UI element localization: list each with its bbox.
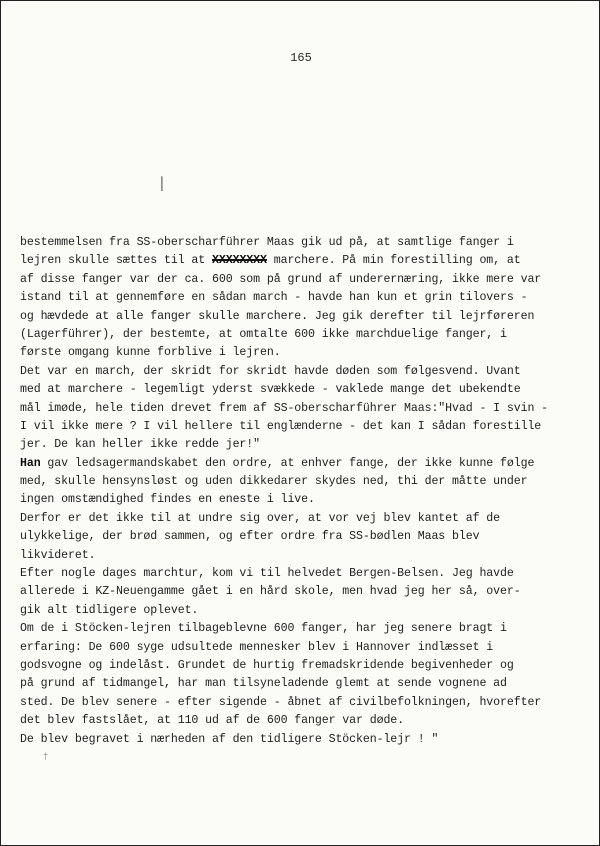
document-body [20, 234, 595, 749]
text-line [20, 234, 595, 252]
text-line [20, 602, 595, 620]
text-line [20, 565, 595, 583]
text-line [20, 252, 595, 270]
text-line [20, 491, 595, 509]
text-line-content: ulykkelige, der brød sammen, og efter ordre fra SS-bødlen Maas blev [20, 530, 480, 544]
text-line [20, 620, 595, 638]
text-line-content: marchere. På min forestilling om, at [266, 254, 521, 268]
text-line-content: gav ledsagermandskabet den ordre, at enhver fange, der ikke kunne følge [40, 456, 535, 470]
text-line [20, 731, 595, 749]
text-line [20, 510, 595, 528]
margin-mark-top: │ [158, 176, 166, 191]
text-line [20, 473, 595, 491]
text-line [20, 583, 595, 601]
text-line-content: (Lagerführer), der bestemte, at omtalte 600 ikke marchduelige fanger, i [20, 327, 507, 341]
text-line-content: jer. De kan heller ikke redde jer!" [20, 438, 261, 452]
struck-out-word: XXXXXXXX [212, 254, 267, 268]
text-line-content: lejren skulle sættes til at [20, 254, 213, 268]
text-line [20, 418, 595, 436]
text-line-content: sted. De blev senere - efter sigende - åbnet af civilbefolkningen, hvorefter [20, 695, 542, 709]
text-line-content: Efter nogle dages marchtur, kom vi til helvedet Bergen-Belsen. Jeg havde [20, 567, 514, 581]
text-line [20, 657, 595, 675]
text-line-content: gik alt tidligere oplevet. [20, 603, 199, 617]
text-line [20, 363, 595, 381]
text-line-content: godsvogne og indelåst. Grundet de hurtig fremadskridende begivenheder og [20, 658, 514, 672]
text-line-content: og hævdede at alle fanger skulle marchere. Jeg gik derefter til lejrføreren [20, 309, 535, 323]
text-line-content: Derfor er det ikke til at undre sig over, at vor vej blev kantet af de [20, 511, 501, 525]
text-line-content: erfaring: De 600 syge udsultede mennesker blev i Hannover indlæsset i [20, 640, 494, 654]
text-line-content: med, skulle hensynsløst og uden dikkedarer skydes ned, thi der måtte under [20, 475, 528, 489]
page-number: 165 [290, 51, 312, 65]
text-line-lead: Han [20, 456, 41, 470]
text-line-content: Om de i Stöcken-lejren tilbageblevne 600 fanger, har jeg senere bragt i [20, 622, 507, 636]
text-line-content: istand til at gennemføre en sådan march - havde han kun et grin tilovers - [20, 291, 528, 305]
text-line-content: ingen omstændighed findes en eneste i live. [20, 493, 315, 507]
text-line [20, 436, 595, 454]
text-line [20, 400, 595, 418]
text-line [20, 326, 595, 344]
text-line-content: allerede i KZ-Neuengamme gået i en hård skole, men hvad jeg her så, over- [20, 585, 521, 599]
text-line [20, 712, 595, 730]
text-line-content: likvideret. [20, 548, 96, 562]
text-line [20, 289, 595, 307]
text-line [20, 381, 595, 399]
text-line [20, 547, 595, 565]
text-line-content: med at marchere - legemligt yderst svækkede - vaklede mange det ubekendte [20, 383, 521, 397]
text-line-content: mål imøde, hele tiden drevet frem af SS-oberscharführer Maas:"Hvad - I svin - [20, 401, 549, 415]
text-line-content: første omgang kunne forblive i lejren. [20, 346, 281, 360]
text-line-content: på grund af tidmangel, har man tilsyneladende glemt at sende vognene ad [20, 677, 507, 691]
text-line-content: af disse fanger var der ca. 600 som på grund af underernæring, ikke mere var [20, 272, 542, 286]
text-line-content: bestemmelsen fra SS-oberscharführer Maas gik ud på, at samtlige fanger i [20, 236, 514, 249]
text-line-content: Det var en march, der skridt for skridt havde døden som følgesvend. Uvant [20, 364, 521, 378]
text-line [20, 455, 595, 473]
margin-mark-bottom: † [43, 752, 49, 762]
text-line [20, 675, 595, 693]
text-line-content: det blev fastslået, at 110 ud af de 600 fanger var døde. [20, 714, 405, 728]
text-line [20, 694, 595, 712]
text-line-content: I vil ikke mere ? I vil hellere til englænderne - det kan I sådan forestille [20, 419, 542, 433]
text-line [20, 308, 595, 326]
text-line-content: De blev begravet i nærheden af den tidligere Stöcken-lejr ! " [20, 732, 439, 746]
text-line [20, 271, 595, 289]
text-line [20, 528, 595, 546]
text-line [20, 344, 595, 362]
text-line [20, 639, 595, 657]
